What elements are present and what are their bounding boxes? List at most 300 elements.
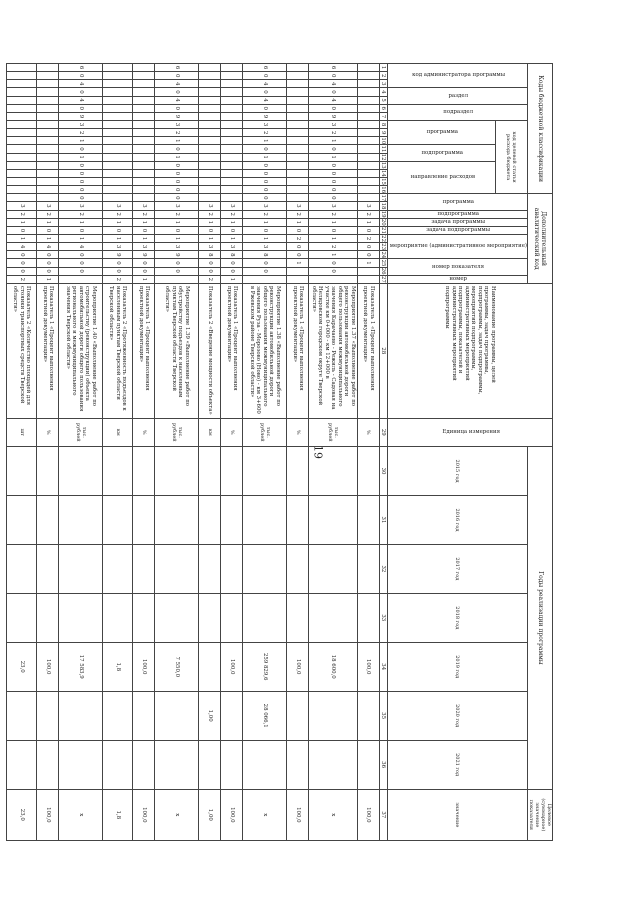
code-cell: 1 [309, 137, 357, 145]
code-cell: 0 [59, 194, 103, 202]
code-cell [37, 88, 59, 96]
code-cell: 2 [309, 243, 357, 251]
code-cell: 2 [357, 210, 379, 218]
year-value [221, 593, 243, 642]
code-cell [199, 186, 221, 194]
year-value [7, 740, 37, 789]
code-cell: 4 [7, 243, 37, 251]
code-cell [287, 129, 309, 137]
year-value [221, 496, 243, 545]
code-cell [37, 129, 59, 137]
year-value [199, 447, 221, 496]
header-label: раздел [448, 92, 469, 99]
code-cell: 4 [59, 80, 103, 88]
header-program [387, 194, 527, 210]
code-cell: 4 [59, 96, 103, 104]
table-row [37, 64, 59, 841]
code-cell: 0 [243, 72, 287, 80]
code-cell [103, 112, 133, 120]
header-label: код администратора программы [411, 72, 505, 79]
code-cell: 0 [199, 267, 221, 275]
code-cell: 2 [221, 210, 243, 218]
column-number: 9 [379, 129, 387, 137]
code-cell: 4 [243, 80, 287, 88]
code-cell [221, 153, 243, 161]
header-label: программа [426, 129, 459, 136]
code-cell: 8 [243, 251, 287, 259]
table-row [59, 64, 103, 841]
code-cell: 0 [155, 177, 199, 185]
code-cell [357, 186, 379, 194]
column-number: 37 [379, 789, 387, 840]
year-value: 100,0 [357, 642, 379, 691]
year-value [7, 496, 37, 545]
code-cell: 1 [221, 235, 243, 243]
year-value [59, 496, 103, 545]
code-cell: 6 [309, 64, 357, 72]
target-value: 1,8 [103, 789, 133, 840]
code-cell: 0 [243, 186, 287, 194]
code-cell [133, 137, 155, 145]
code-cell [287, 177, 309, 185]
year-value [59, 544, 103, 593]
header-year: 2019 год [387, 642, 527, 691]
code-cell: 3 [243, 120, 287, 128]
code-cell [199, 177, 221, 185]
header-subprogram-part [387, 145, 495, 161]
header-section [387, 88, 527, 104]
code-cell: 2 [287, 235, 309, 243]
column-number: 16 [380, 186, 387, 194]
code-cell: 0 [309, 72, 357, 80]
column-number: 2 [379, 72, 387, 80]
target-value: 100,0 [357, 789, 379, 840]
code-cell [357, 169, 379, 177]
code-cell [37, 96, 59, 104]
code-cell [357, 153, 379, 161]
row-name: Показатель 2 «Количество площадей для стоянки транспортных средств Тверской области» [7, 284, 37, 419]
code-cell: 0 [309, 145, 357, 153]
column-number: 8 [379, 120, 387, 128]
code-cell [7, 112, 37, 120]
code-cell [199, 169, 221, 177]
year-value [7, 593, 37, 642]
code-cell: 6 [155, 64, 199, 72]
table-row [103, 64, 133, 841]
code-cell: 3 [133, 202, 155, 210]
code-cell: 4 [59, 243, 103, 251]
code-cell: 1 [309, 218, 357, 226]
code-cell: 1 [133, 218, 155, 226]
code-cell: 2 [243, 129, 287, 137]
code-cell: 0 [199, 259, 221, 267]
row-name: Показатель 1 «Процент выполнения проектной документации» [287, 284, 309, 419]
code-cell: 0 [59, 104, 103, 112]
code-cell [221, 194, 243, 202]
year-value [133, 691, 155, 740]
year-value [243, 544, 287, 593]
row-name: Мероприятие 1.40 «Выполнение работ по строительству (реконструкции) объекта автомобильной дороги общего пользования регионального и межмуниципального значения Тверской области» [59, 284, 103, 419]
code-cell [7, 169, 37, 177]
year-value [37, 544, 59, 593]
code-cell: 0 [7, 251, 37, 259]
code-cell [357, 145, 379, 153]
code-cell: 0 [221, 267, 243, 275]
code-cell: 3 [221, 202, 243, 210]
code-cell [199, 72, 221, 80]
table-row [357, 64, 379, 841]
year-value [221, 691, 243, 740]
code-cell: 2 [37, 210, 59, 218]
code-cell [37, 194, 59, 202]
header-label: подраздел [443, 109, 474, 116]
year-value [357, 740, 379, 789]
code-cell [287, 112, 309, 120]
code-cell: 0 [133, 226, 155, 234]
code-cell: 9 [103, 251, 133, 259]
header-label: задача программы [431, 219, 486, 226]
code-cell [133, 177, 155, 185]
year-value [103, 691, 133, 740]
column-number: 12 [380, 153, 387, 161]
header-year: 2017 год [387, 544, 527, 593]
column-number: 35 [379, 691, 387, 740]
table-row [155, 64, 199, 841]
code-cell [199, 153, 221, 161]
row-name: Мероприятие 1.37 «Выполнение работ по реконструкции автомобильной дороги общего пользования межмуниципального значения Карачаево - Режиль - Садовая на участке км 0+000 - км 12+000 в Нелидовском городском округе Тверской области» [309, 284, 357, 419]
header-subprogram [387, 210, 527, 218]
header-label: Единица измерения [441, 429, 500, 436]
year-value [199, 496, 221, 545]
code-cell [103, 129, 133, 137]
code-cell [287, 64, 309, 72]
code-cell [357, 177, 379, 185]
code-cell [199, 80, 221, 88]
column-number: 33 [379, 593, 387, 642]
code-cell: 1 [7, 218, 37, 226]
code-cell: 1 [357, 259, 379, 267]
code-cell [37, 80, 59, 88]
header-year: 2016 год [387, 496, 527, 545]
code-cell: 9 [309, 112, 357, 120]
code-cell: 0 [7, 226, 37, 234]
code-cell: 0 [155, 88, 199, 96]
header-label: программа [442, 198, 475, 205]
code-cell: 3 [199, 243, 221, 251]
code-cell: 0 [243, 267, 287, 275]
code-cell [133, 120, 155, 128]
code-cell: 1 [59, 235, 103, 243]
code-cell [59, 275, 103, 283]
year-value [59, 447, 103, 496]
year-value [103, 447, 133, 496]
rotated-table-sheet [12, 63, 553, 841]
code-cell [287, 104, 309, 112]
page-number: 19 [311, 445, 325, 459]
year-value [243, 740, 287, 789]
code-cell: 2 [199, 275, 221, 283]
code-cell [133, 104, 155, 112]
year-value [287, 691, 309, 740]
code-cell: 1 [59, 153, 103, 161]
year-value: 1,00 [199, 691, 221, 740]
code-cell [7, 120, 37, 128]
column-number: 22 [380, 235, 387, 243]
code-cell: 1 [103, 218, 133, 226]
code-cell [37, 137, 59, 145]
code-cell: 3 [7, 202, 37, 210]
year-value [103, 740, 133, 789]
code-cell: 0 [309, 226, 357, 234]
code-cell: 4 [37, 243, 59, 251]
code-cell [199, 104, 221, 112]
code-cell [37, 112, 59, 120]
code-cell: 0 [155, 104, 199, 112]
code-cell: 0 [133, 267, 155, 275]
year-value [357, 496, 379, 545]
row-name: Мероприятие 1.38 «Выполнение работ по реконструкции автомобильной дороги общего пользования межмуниципального значения Руза - Морозово (Ново) - км 3+600 в Ржевском районе Тверской области» [243, 284, 287, 419]
code-cell [357, 80, 379, 88]
code-cell: 2 [59, 210, 103, 218]
year-value [155, 691, 199, 740]
code-cell: 3 [133, 243, 155, 251]
code-cell [357, 129, 379, 137]
code-cell [287, 153, 309, 161]
year-value: 7 550,0 [155, 642, 199, 691]
column-number: 6 [379, 104, 387, 112]
code-cell [357, 137, 379, 145]
code-cell [287, 120, 309, 128]
header-label: задача подпрограммы [426, 227, 491, 234]
table-row [287, 64, 309, 841]
year-value [287, 544, 309, 593]
column-number: 27 [380, 275, 387, 283]
code-cell: 0 [155, 259, 199, 267]
code-cell: 3 [243, 202, 287, 210]
code-cell: 1 [155, 153, 199, 161]
code-cell [103, 80, 133, 88]
column-number: 26 [380, 267, 387, 275]
header-measure-number [387, 259, 527, 275]
code-cell: 0 [59, 259, 103, 267]
column-number: 21 [380, 227, 387, 234]
code-cell: 0 [155, 194, 199, 202]
year-value [357, 447, 379, 496]
code-cell: 3 [199, 202, 221, 210]
year-value [357, 593, 379, 642]
code-cell: 9 [155, 112, 199, 120]
table-row [133, 64, 155, 841]
code-cell [103, 64, 133, 72]
row-unit: тыс. рублей [59, 418, 103, 447]
code-cell: 3 [155, 120, 199, 128]
code-cell: 2 [155, 210, 199, 218]
year-value: 28 066,1 [243, 691, 287, 740]
year-value: 17 583,9 [59, 642, 103, 691]
header-year: 2020 год [387, 691, 527, 740]
code-cell: 1 [133, 235, 155, 243]
code-cell: 1 [309, 153, 357, 161]
code-cell [7, 129, 37, 137]
year-value [155, 740, 199, 789]
column-number: 23 [380, 243, 387, 251]
code-cell [287, 275, 309, 283]
code-cell: 8 [221, 251, 243, 259]
code-cell [103, 88, 133, 96]
code-cell [357, 96, 379, 104]
code-cell [103, 104, 133, 112]
code-cell: 3 [155, 202, 199, 210]
code-cell [103, 120, 133, 128]
code-cell: 2 [309, 129, 357, 137]
row-name: Показатель 1 «Процент выполнения проектной документации» [37, 284, 59, 419]
code-cell: 2 [103, 210, 133, 218]
row-name: Показатель 2 «Протяженность подъездов к населенным пунктам Тверской области Тверской области» [103, 284, 133, 419]
code-cell [7, 145, 37, 153]
code-cell [37, 161, 59, 169]
code-cell: 0 [59, 186, 103, 194]
code-cell [221, 96, 243, 104]
code-cell [7, 88, 37, 96]
code-cell [133, 161, 155, 169]
code-cell [133, 129, 155, 137]
code-cell [199, 64, 221, 72]
code-cell: 1 [199, 218, 221, 226]
code-cell [287, 72, 309, 80]
header-unit [387, 418, 552, 447]
year-value [133, 496, 155, 545]
code-cell: 3 [287, 202, 309, 210]
code-cell: 0 [59, 267, 103, 275]
header-label: направление расходов [410, 174, 475, 181]
code-cell [155, 275, 199, 283]
year-value [37, 447, 59, 496]
code-cell: 3 [59, 120, 103, 128]
column-number: 20 [380, 218, 387, 226]
code-cell: 0 [7, 259, 37, 267]
column-number: 14 [380, 169, 387, 177]
code-cell: 1 [37, 218, 59, 226]
header-value: значение [387, 789, 527, 840]
code-cell [199, 112, 221, 120]
code-cell: 1 [243, 235, 287, 243]
table-row [199, 64, 221, 841]
target-value: 100,0 [133, 789, 155, 840]
header-program-part [387, 120, 495, 144]
year-value [309, 544, 357, 593]
row-unit: тыс. рублей [243, 418, 287, 447]
year-value [199, 544, 221, 593]
year-value [155, 496, 199, 545]
header-budget-codes: Коды бюджетной классификации [528, 64, 553, 194]
header-year: 2021 год [387, 740, 527, 789]
code-cell [133, 80, 155, 88]
header-label: подпрограмма [421, 149, 464, 156]
row-unit: км [199, 418, 221, 447]
column-number: 15 [380, 178, 387, 185]
code-cell [287, 80, 309, 88]
target-value: х [155, 789, 199, 840]
row-unit: % [287, 418, 309, 447]
code-cell: 2 [7, 275, 37, 283]
code-cell [357, 72, 379, 80]
year-value [59, 691, 103, 740]
code-cell: 0 [287, 251, 309, 259]
code-cell: 0 [155, 72, 199, 80]
column-number: 30 [379, 447, 387, 496]
code-cell: 1 [357, 218, 379, 226]
code-cell [103, 177, 133, 185]
header-year: 2018 год [387, 593, 527, 642]
code-cell: 0 [155, 145, 199, 153]
code-cell: 0 [221, 259, 243, 267]
code-cell [103, 169, 133, 177]
code-cell: 0 [59, 177, 103, 185]
code-cell [133, 64, 155, 72]
code-cell: 0 [103, 226, 133, 234]
code-cell: 0 [133, 259, 155, 267]
year-value: 259 829,6 [243, 642, 287, 691]
header-measure [387, 235, 527, 259]
column-number: 28 [379, 284, 387, 419]
header-additional-code: Дополнительный аналитический код [528, 194, 553, 284]
code-cell: 0 [37, 226, 59, 234]
code-cell: 1 [37, 235, 59, 243]
target-value: х [243, 789, 287, 840]
code-cell [103, 137, 133, 145]
code-cell: 1 [7, 235, 37, 243]
code-cell: 0 [59, 88, 103, 96]
column-number: 18 [380, 202, 387, 210]
code-cell: 2 [287, 210, 309, 218]
target-value: х [59, 789, 103, 840]
row-unit: % [357, 418, 379, 447]
column-number: 10 [380, 137, 387, 145]
code-cell: 4 [309, 80, 357, 88]
year-value [357, 544, 379, 593]
code-cell: 0 [7, 267, 37, 275]
year-value [133, 544, 155, 593]
code-cell [357, 104, 379, 112]
code-cell [221, 137, 243, 145]
row-unit: % [221, 418, 243, 447]
code-cell: 0 [243, 177, 287, 185]
code-cell: 1 [133, 275, 155, 283]
header-label: подпрограмма [437, 210, 480, 217]
code-cell: 1 [155, 218, 199, 226]
code-cell [287, 88, 309, 96]
code-cell: 0 [59, 226, 103, 234]
header-target-group: Целевое (суммарное) значение показателя [528, 789, 553, 840]
code-cell: 1 [243, 218, 287, 226]
code-cell: 0 [309, 104, 357, 112]
code-cell [37, 177, 59, 185]
column-number: 32 [379, 544, 387, 593]
code-cell [7, 194, 37, 202]
code-cell [37, 153, 59, 161]
code-cell: 1 [221, 275, 243, 283]
code-cell [357, 194, 379, 202]
code-cell: 0 [357, 243, 379, 251]
code-cell: 6 [243, 64, 287, 72]
code-cell: 1 [221, 218, 243, 226]
code-cell [243, 275, 287, 283]
code-cell: 0 [59, 169, 103, 177]
year-value [7, 544, 37, 593]
code-cell [103, 153, 133, 161]
code-cell: 0 [59, 161, 103, 169]
header-year: 2015 год [387, 447, 527, 496]
